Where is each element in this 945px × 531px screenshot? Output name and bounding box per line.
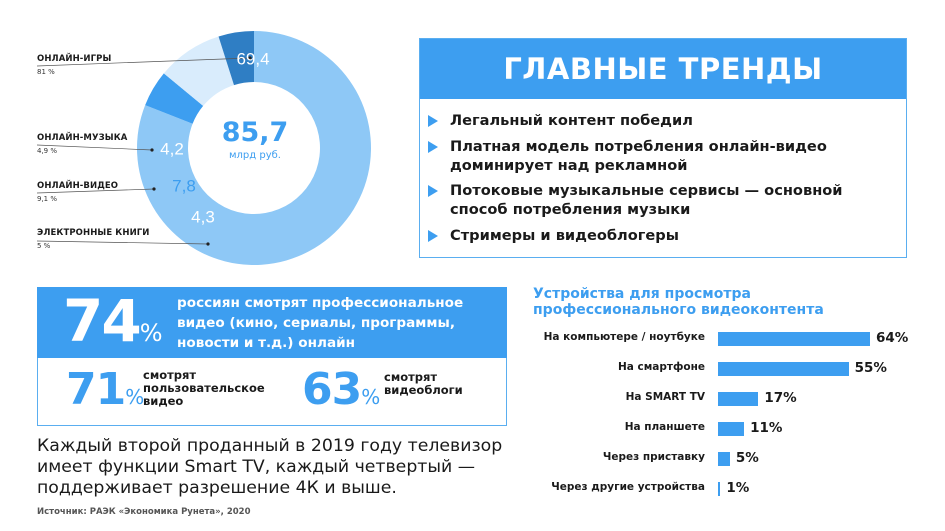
donut-center-unit: млрд руб. — [229, 150, 281, 161]
donut-center-value: 85,7 — [221, 117, 289, 148]
stat-left-number: 71% — [66, 364, 145, 415]
footnote-text: Каждый второй проданный в 2019 году телевизор имеет функции Smart TV, каждый четвертый — поддерживает разрешение 4К и выше. — [37, 436, 503, 498]
bar — [718, 482, 720, 496]
stat-main-number: 74% — [63, 287, 163, 355]
legend-share-video: 9,1 % — [37, 195, 58, 203]
trend-text: Легальный контент победил — [450, 112, 693, 129]
bar-category-label: На компьютере / ноутбуке — [543, 331, 705, 343]
legend-label-music: ОНЛАЙН-МУЗЫКА — [37, 133, 128, 143]
bar — [718, 332, 870, 346]
legend-label-games: ОНЛАЙН-ИГРЫ — [37, 54, 112, 64]
source-text: Источник: РАЭК «Экономика Рунета», 2020 — [37, 507, 251, 517]
trend-text: Платная модель потребления онлайн-видео доминирует над рекламной — [450, 138, 827, 174]
bar-value-label: 11% — [750, 420, 783, 436]
trends-title: ГЛАВНЫЕ ТРЕНДЫ — [420, 39, 906, 99]
stat-main-text: россиян смотрят профессиональное видео (кино, сериалы, программы, новости и т.д.) онлайн — [177, 295, 464, 351]
bar-value-label: 55% — [854, 360, 887, 376]
bar-category-label: На SMART TV — [625, 391, 705, 403]
bar-category-label: Через другие устройства — [551, 481, 705, 493]
legend-share-music: 4,9 % — [37, 147, 58, 155]
donut-value-label: 4,3 — [191, 207, 215, 227]
legend-share-games: 81 % — [37, 68, 55, 76]
bar-category-label: На смартфоне — [617, 361, 705, 373]
bar — [718, 452, 730, 466]
donut-value-label: 7,8 — [172, 176, 196, 196]
bar-value-label: 64% — [876, 330, 909, 346]
trend-text: Стримеры и видеоблогеры — [450, 227, 679, 244]
bar-value-label: 17% — [764, 390, 797, 406]
bar-value-label: 1% — [726, 480, 750, 496]
bar — [718, 362, 849, 376]
donut-value-label: 4,2 — [160, 139, 184, 159]
bar — [718, 422, 744, 436]
stat-left-text: смотрят пользовательское видео — [143, 368, 265, 408]
donut-value-label: 69,4 — [236, 49, 270, 69]
bar — [718, 392, 758, 406]
stat-right-text: смотрят видеоблоги — [384, 370, 463, 397]
trend-text: Потоковые музыкальные сервисы — основной способ потребления музыки — [450, 182, 843, 218]
bar-category-label: На планшете — [624, 421, 705, 433]
legend-label-books: ЭЛЕКТРОННЫЕ КНИГИ — [37, 228, 150, 238]
legend-share-books: 5 % — [37, 242, 51, 250]
bar-chart-title: Устройства для просмотра профессионального видеоконтента — [533, 286, 824, 318]
bar-category-label: Через приставку — [602, 451, 705, 463]
stat-right-number: 63% — [302, 364, 381, 415]
bar-value-label: 5% — [735, 450, 759, 466]
legend-label-video: ОНЛАЙН-ВИДЕО — [37, 181, 119, 191]
